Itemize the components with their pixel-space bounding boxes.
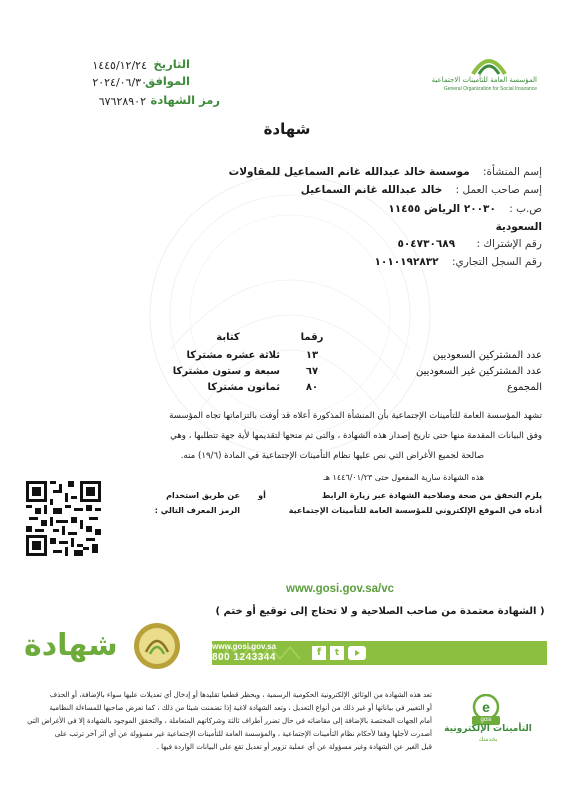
subscription-label: رقم الإشتراك : — [476, 238, 542, 250]
validity-text: هذه الشهادة سارية المفعول حتى ١٤٤٦/٠١/٢٣ هـ — [323, 473, 484, 482]
row-saudi-label: عدد المشتركين السعوديين — [432, 350, 542, 361]
brand-mark — [24, 620, 204, 670]
row-saudi-words: ثلاثة عشره مشتركا — [186, 350, 280, 361]
band-site[interactable]: www.gosi.gov.sa — [212, 642, 277, 651]
org-logo — [412, 52, 537, 94]
footer-logo — [438, 694, 538, 744]
org-name-ar: المؤسسة العامة للتأمينات الاجتماعية — [431, 76, 537, 84]
brand-word: شهادة — [24, 628, 118, 663]
qr-code[interactable] — [26, 481, 101, 556]
owner-label: إسم صاحب العمل : — [455, 184, 542, 196]
row-total-number: ٨٠ — [305, 382, 319, 393]
country-value: السعودية — [495, 221, 542, 233]
establishment-row — [229, 166, 542, 178]
verify-line-2: أدناه في الموقع الإلكتروني للمؤسسة العامة للتأمينات الإجتماعية — [288, 506, 542, 515]
owner-value: خالد عبدالله غانم السماعيل — [300, 184, 443, 196]
scan-line-1: عن طريق استخدام — [166, 491, 240, 500]
row-total-label: المجموع — [507, 382, 542, 393]
footer-logo-sub: بخدمتك — [478, 736, 498, 743]
pobox-label: ص.ب : — [509, 203, 542, 215]
owner-row — [301, 184, 542, 196]
contact-band — [212, 641, 547, 665]
row-saudi-number: ١٣ — [305, 350, 319, 361]
or-text: أو — [258, 491, 266, 500]
approval-notice: ( الشهادة معتمدة من صاحب الصلاحية و لا تحتاج إلى توقيع أو ختم ) — [215, 606, 545, 617]
pobox-value: ٢٠٠٣٠ الرياض ١١٤٥٥ — [388, 203, 496, 215]
date-label: التاريخ — [153, 57, 190, 71]
cr-value: ١٠١٠١٩٢٨٣٢ — [374, 256, 439, 268]
youtube-icon[interactable] — [348, 646, 366, 660]
cert-code-value: ٦٧٦٢٨٩٠٢ — [98, 95, 146, 108]
establishment-value: موسسة خالد عبدالله غانم السماعيل للمقاولات — [228, 166, 470, 178]
footer-line-4: أصدرت لأجلها وفقا لأحكام نظام التأمينات الإجتماعية ، والمؤسسة العامة للتأمينات الإجتماعية غير مسؤولة عن أي أثر آخر ترتب على — [54, 730, 432, 738]
band-phone[interactable]: 800 1243344 — [212, 652, 276, 663]
gosi-badge: gosi — [472, 716, 500, 725]
corresponding-value: ٢٠٢٤/٠٦/٣٠ — [92, 76, 147, 89]
row-nonsaudi-label: عدد المشتركين غير السعوديين — [415, 366, 542, 377]
body-line-1: تشهد المؤسسة العامة للتأمينات الإجتماعية بأن المنشأة المذكورة أعلاه قد أوفت بالتزاماتها تجاه المؤسسة — [169, 411, 542, 421]
date-value: ١٤٤٥/١٢/٢٤ — [92, 59, 147, 72]
pobox-row — [388, 203, 542, 215]
cr-label: رقم السجل التجاري: — [451, 256, 542, 268]
body-line-3: صالحة لجميع الأغراض التي نص عليها نظام التأمينات الإجتماعية في المادة (١٩/٦) منه. — [180, 451, 484, 461]
footer-line-2: أو التغيير في بياناتها أو غير ذلك من أنواع التعديل ، وتعد الشهادة لاغية إذا تضمنت شيئا من ذلك ، كما تعرض صاحبها للمساءلة النظامية — [49, 704, 432, 712]
svg-text:e: e — [482, 699, 490, 715]
body-line-2: وفق البيانات المقدمة منها حتى تاريخ إصدار هذه الشهادة ، والتى تم منحها لتقديمها لأية جهة تتطلبها ، وهي — [170, 431, 542, 441]
establishment-label: إسم المنشأة: — [482, 166, 542, 178]
footer-line-3: أمام الجهات المختصة بالإضافة إلى مقاضاته في حال تضرر أطراف ثالثة وشركاتهم المتعاملة ، والتحقق الموجود بالشهادة إلا في الأغراض التي — [27, 717, 432, 725]
footer-line-1: تعد هذه الشهادة من الوثائق الإلكترونية الحكومية الرسمية ، ويحظر قطعيا تقليدها أو إدخال أي تعديلات عليها سواء بالإضافة، أو الحذف — [49, 691, 432, 699]
scan-line-2: الرمز المعرف التالي : — [154, 506, 240, 515]
cert-code-label: رمز الشهادة — [150, 93, 220, 107]
verify-line-1: يلزم التحقق من صحة وصلاحية الشهادة عبر زيارة الرابط — [322, 491, 542, 500]
col-words-header: كتابة — [216, 332, 240, 343]
page-title: شهادة — [263, 120, 311, 138]
wheat-emblem-icon — [128, 620, 186, 672]
footer-line-5: قبل الغير عن الشهادة وغير مسؤولة عن أي عملية تزوير أو تعديل تقع على البيانات الواردة فيها . — [156, 743, 432, 751]
col-numbers-header: رقما — [300, 332, 324, 343]
row-total-words: ثمانون مشتركا — [207, 382, 280, 393]
corresponding-label: الموافق — [144, 74, 190, 88]
cr-row — [375, 256, 543, 268]
subscription-value: ٥٠٤٧٣٠٦٨٩ — [397, 238, 456, 250]
org-name-en: General Organization for Social Insurance — [443, 86, 537, 92]
facebook-icon[interactable]: f — [312, 646, 326, 660]
org-emblem-icon — [469, 52, 509, 78]
social-icons — [312, 646, 368, 660]
row-nonsaudi-number: ٦٧ — [305, 366, 319, 377]
twitter-icon[interactable]: t — [330, 646, 344, 660]
subscription-row — [397, 238, 542, 250]
row-nonsaudi-words: سبعة و ستون مشتركا — [172, 366, 280, 377]
footer-logo-text: التأمينات الإلكترونية — [444, 724, 532, 734]
verification-url[interactable]: www.gosi.gov.sa/vc — [286, 583, 395, 595]
